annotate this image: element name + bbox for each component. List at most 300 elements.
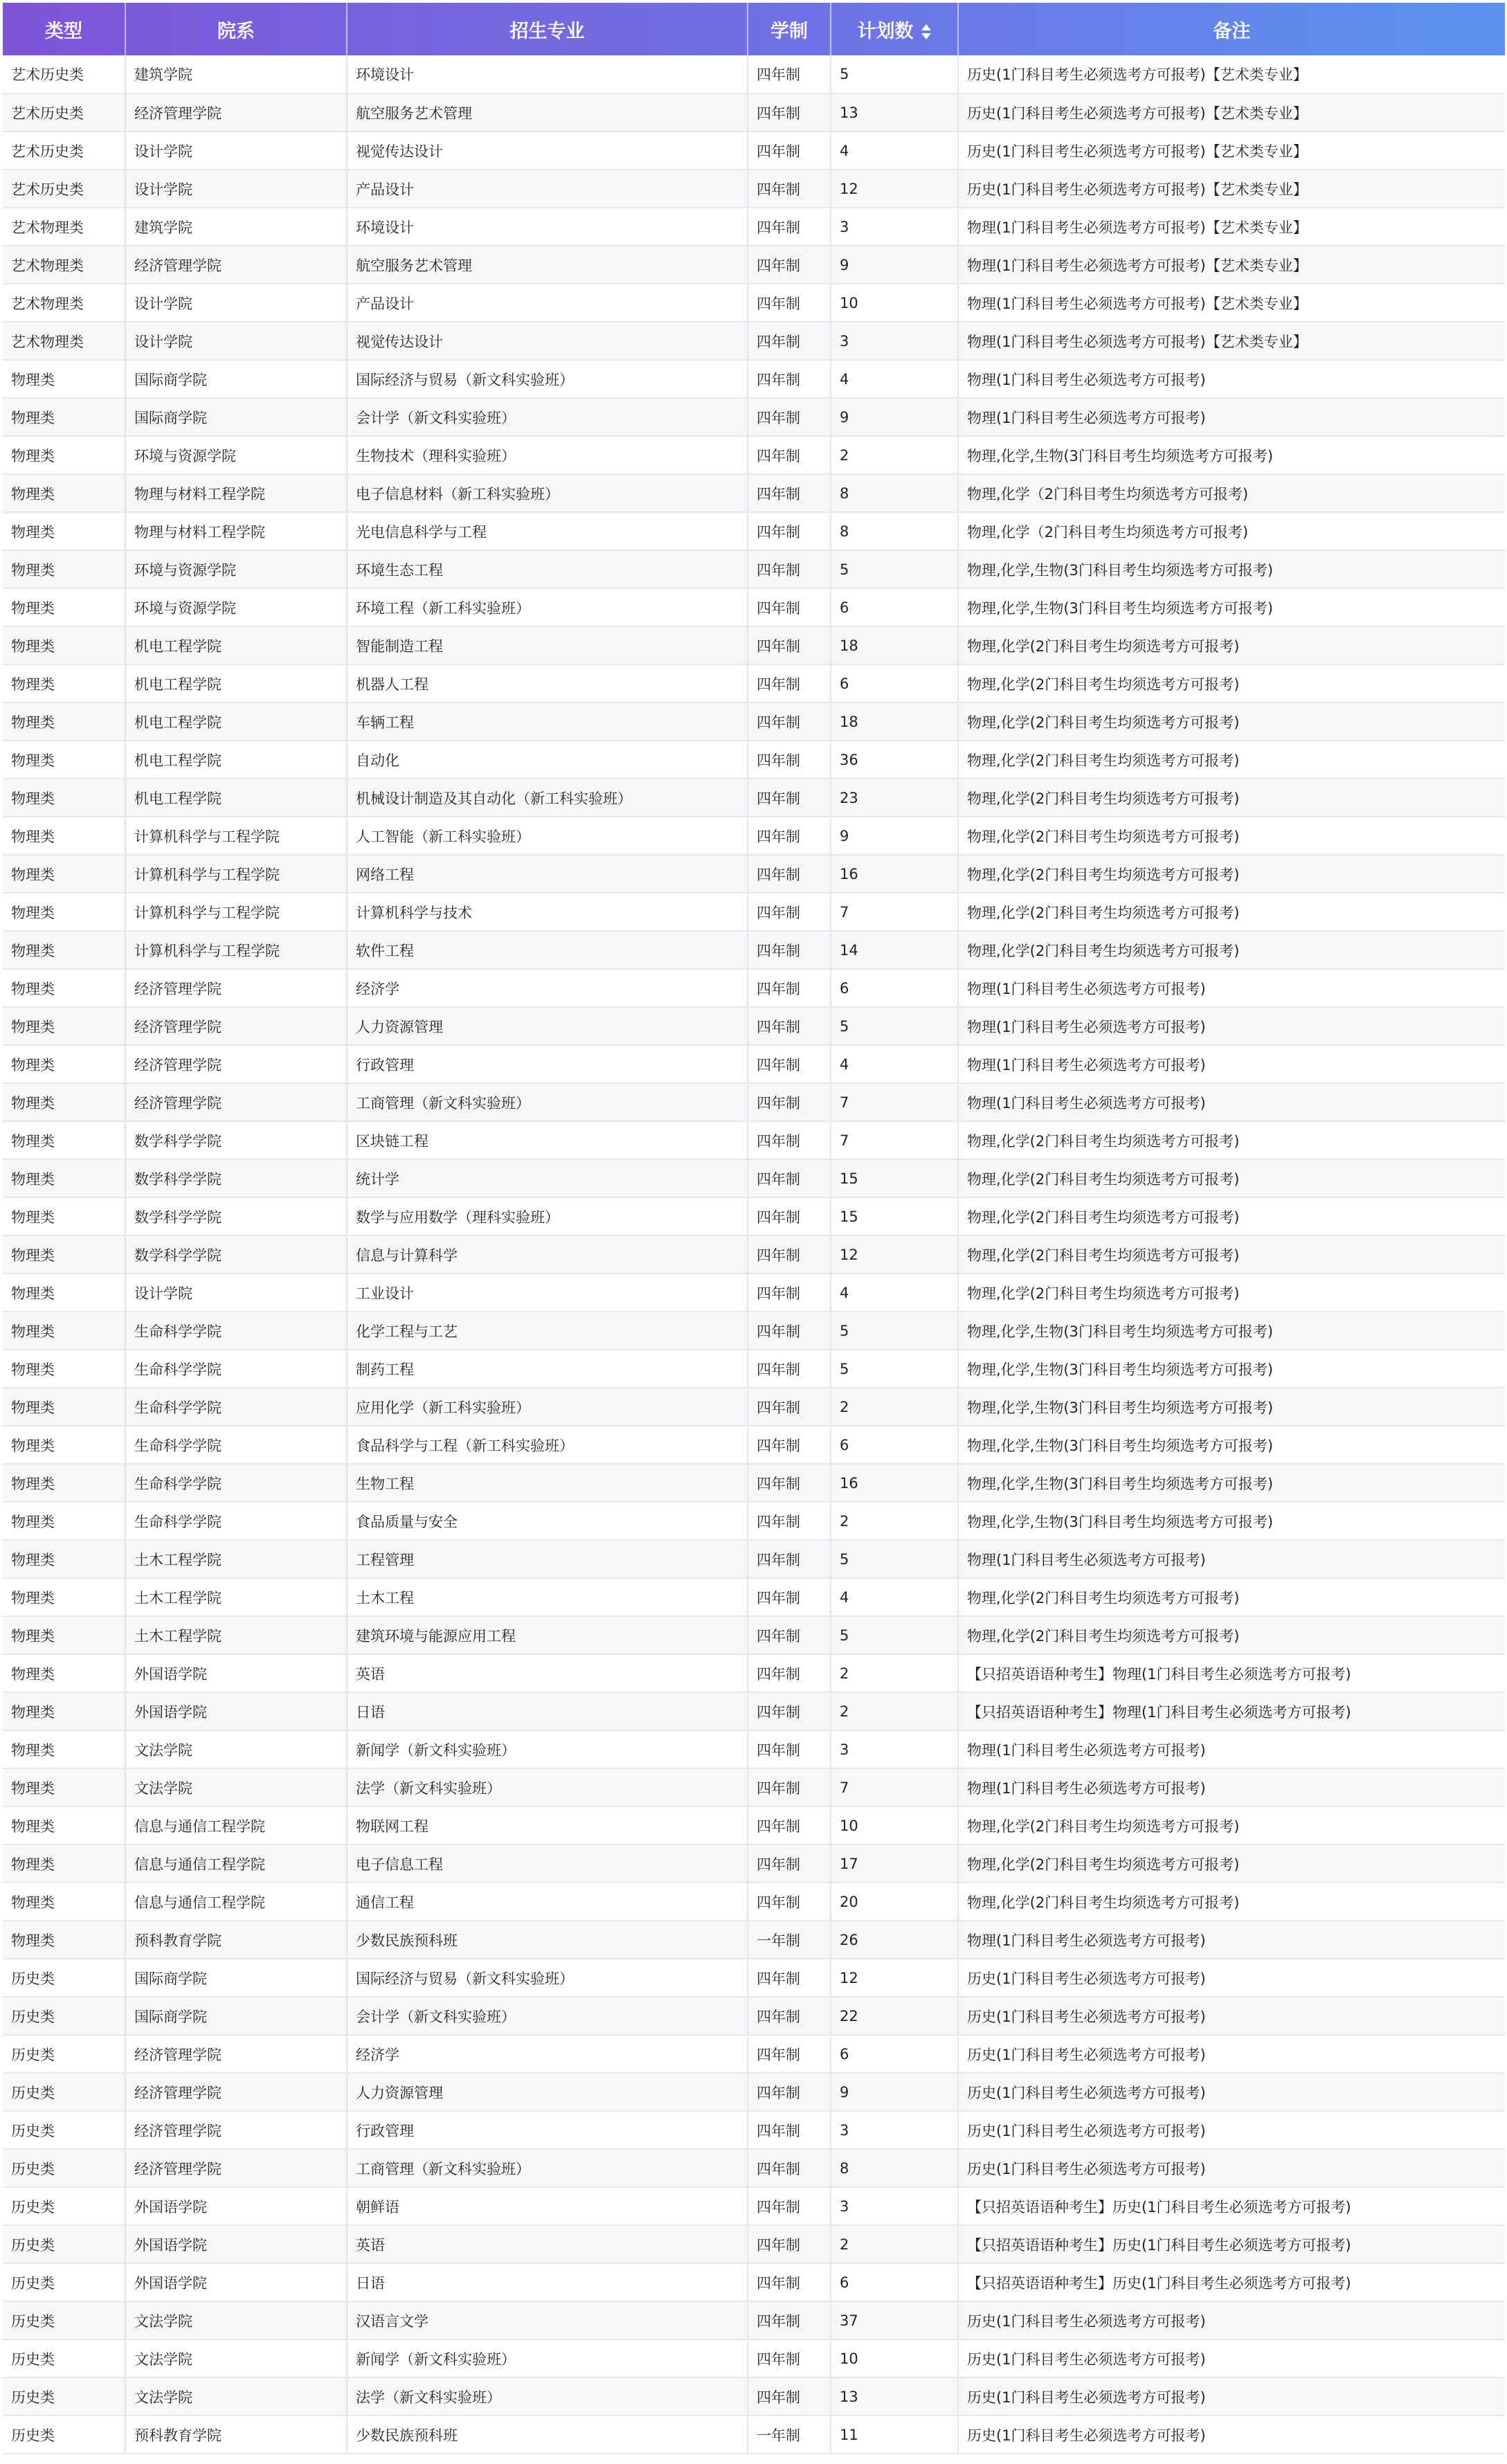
table-row bbox=[3, 2225, 1505, 2263]
cell-type: 历史类 bbox=[3, 2225, 125, 2263]
cell-duration: 四年制 bbox=[748, 1730, 831, 1768]
cell-major: 计算机科学与技术 bbox=[347, 893, 748, 931]
cell-college: 经济管理学院 bbox=[125, 2111, 347, 2149]
cell-type: 物理类 bbox=[3, 474, 125, 512]
cell-college: 国际商学院 bbox=[125, 1959, 347, 1997]
cell-type: 历史类 bbox=[3, 1959, 125, 1997]
cell-college: 机电工程学院 bbox=[125, 779, 347, 817]
cell-plan: 7 bbox=[831, 1768, 958, 1806]
cell-remark: 物理(1门科目考生必须选考方可报考) bbox=[958, 1045, 1505, 1083]
cell-plan: 2 bbox=[831, 1502, 958, 1540]
cell-type: 物理类 bbox=[3, 1159, 125, 1197]
cell-type: 物理类 bbox=[3, 1426, 125, 1464]
cell-plan: 16 bbox=[831, 855, 958, 893]
table-header-row bbox=[3, 3, 1505, 55]
cell-plan: 8 bbox=[831, 512, 958, 550]
cell-remark: 物理,化学（2门科目考生均须选考方可报考) bbox=[958, 474, 1505, 512]
cell-duration: 四年制 bbox=[748, 2263, 831, 2301]
cell-duration: 四年制 bbox=[748, 1540, 831, 1578]
cell-plan: 8 bbox=[831, 2149, 958, 2187]
table-row bbox=[3, 703, 1505, 741]
cell-type: 物理类 bbox=[3, 779, 125, 817]
cell-duration: 四年制 bbox=[748, 398, 831, 436]
cell-college: 生命科学学院 bbox=[125, 1464, 347, 1502]
table-row bbox=[3, 1274, 1505, 1312]
sort-icon[interactable] bbox=[921, 23, 932, 41]
table-row bbox=[3, 2187, 1505, 2225]
cell-major: 英语 bbox=[347, 1654, 748, 1692]
table-row bbox=[3, 969, 1505, 1007]
cell-plan: 12 bbox=[831, 1235, 958, 1274]
table-row bbox=[3, 626, 1505, 664]
cell-plan: 4 bbox=[831, 1578, 958, 1616]
cell-duration: 四年制 bbox=[748, 931, 831, 969]
table-row bbox=[3, 2416, 1505, 2454]
cell-college: 文法学院 bbox=[125, 2339, 347, 2377]
cell-plan: 4 bbox=[831, 132, 958, 170]
cell-type: 物理类 bbox=[3, 1540, 125, 1578]
cell-type: 历史类 bbox=[3, 2377, 125, 2416]
cell-type: 历史类 bbox=[3, 2111, 125, 2149]
cell-plan: 7 bbox=[831, 1121, 958, 1159]
cell-plan: 26 bbox=[831, 1921, 958, 1959]
table-row bbox=[3, 2263, 1505, 2301]
header-type: 类型 bbox=[3, 3, 125, 55]
table-row bbox=[3, 1312, 1505, 1350]
cell-college: 生命科学学院 bbox=[125, 1426, 347, 1464]
cell-college: 外国语学院 bbox=[125, 2187, 347, 2225]
cell-college: 数学科学学院 bbox=[125, 1197, 347, 1235]
cell-remark: 物理(1门科目考生必须选考方可报考) bbox=[958, 1730, 1505, 1768]
cell-duration: 四年制 bbox=[748, 170, 831, 208]
cell-college: 土木工程学院 bbox=[125, 1540, 347, 1578]
cell-major: 制药工程 bbox=[347, 1350, 748, 1388]
cell-remark: 历史(1门科目考生必须选考方可报考) bbox=[958, 2073, 1505, 2111]
cell-plan: 6 bbox=[831, 969, 958, 1007]
header-plan-sortable[interactable]: 计划数 bbox=[831, 3, 958, 55]
cell-type: 历史类 bbox=[3, 2339, 125, 2377]
cell-college: 国际商学院 bbox=[125, 398, 347, 436]
cell-type: 历史类 bbox=[3, 2035, 125, 2073]
header-duration: 学制 bbox=[748, 3, 831, 55]
cell-type: 物理类 bbox=[3, 512, 125, 550]
cell-remark: 物理,化学(2门科目考生均须选考方可报考) bbox=[958, 1883, 1505, 1921]
cell-type: 物理类 bbox=[3, 855, 125, 893]
cell-type: 物理类 bbox=[3, 817, 125, 855]
cell-plan: 22 bbox=[831, 1997, 958, 2035]
cell-major: 软件工程 bbox=[347, 931, 748, 969]
cell-plan: 2 bbox=[831, 2225, 958, 2263]
cell-duration: 四年制 bbox=[748, 855, 831, 893]
cell-remark: 物理,化学,生物(3门科目考生均须选考方可报考) bbox=[958, 1464, 1505, 1502]
table-row bbox=[3, 931, 1505, 969]
cell-duration: 四年制 bbox=[748, 1159, 831, 1197]
cell-major: 产品设计 bbox=[347, 284, 748, 322]
cell-plan: 16 bbox=[831, 1464, 958, 1502]
cell-major: 法学（新文科实验班） bbox=[347, 2377, 748, 2416]
cell-remark: 【只招英语语种考生】物理(1门科目考生必须选考方可报考) bbox=[958, 1692, 1505, 1730]
cell-duration: 四年制 bbox=[748, 512, 831, 550]
cell-remark: 历史(1门科目考生必须选考方可报考) bbox=[958, 2416, 1505, 2454]
cell-college: 生命科学学院 bbox=[125, 1350, 347, 1388]
cell-major: 人力资源管理 bbox=[347, 2073, 748, 2111]
cell-type: 历史类 bbox=[3, 2187, 125, 2225]
cell-duration: 四年制 bbox=[748, 550, 831, 588]
cell-college: 机电工程学院 bbox=[125, 664, 347, 703]
cell-type: 物理类 bbox=[3, 1464, 125, 1502]
table-row bbox=[3, 1464, 1505, 1502]
table-row bbox=[3, 246, 1505, 284]
cell-plan: 7 bbox=[831, 1083, 958, 1121]
table-row bbox=[3, 1540, 1505, 1578]
cell-duration: 四年制 bbox=[748, 1464, 831, 1502]
cell-duration: 四年制 bbox=[748, 2073, 831, 2111]
cell-remark: 物理,化学(2门科目考生均须选考方可报考) bbox=[958, 1121, 1505, 1159]
cell-major: 数学与应用数学（理科实验班） bbox=[347, 1197, 748, 1235]
cell-remark: 物理,化学（2门科目考生均须选考方可报考) bbox=[958, 512, 1505, 550]
table-row bbox=[3, 741, 1505, 779]
table-row bbox=[3, 1845, 1505, 1883]
cell-duration: 四年制 bbox=[748, 246, 831, 284]
cell-plan: 5 bbox=[831, 1540, 958, 1578]
table-row bbox=[3, 1616, 1505, 1654]
cell-type: 物理类 bbox=[3, 1235, 125, 1274]
cell-college: 计算机科学与工程学院 bbox=[125, 855, 347, 893]
cell-duration: 四年制 bbox=[748, 664, 831, 703]
table-row bbox=[3, 1654, 1505, 1692]
cell-duration: 四年制 bbox=[748, 1274, 831, 1312]
cell-duration: 四年制 bbox=[748, 360, 831, 398]
cell-major: 工商管理（新文科实验班） bbox=[347, 1083, 748, 1121]
cell-remark: 物理,化学,生物(3门科目考生均须选考方可报考) bbox=[958, 1426, 1505, 1464]
cell-college: 经济管理学院 bbox=[125, 1083, 347, 1121]
table-row bbox=[3, 1959, 1505, 1997]
cell-plan: 14 bbox=[831, 931, 958, 969]
cell-college: 预科教育学院 bbox=[125, 2416, 347, 2454]
cell-major: 英语 bbox=[347, 2225, 748, 2263]
cell-major: 化学工程与工艺 bbox=[347, 1312, 748, 1350]
cell-type: 物理类 bbox=[3, 1388, 125, 1426]
cell-remark: 物理(1门科目考生必须选考方可报考) bbox=[958, 1540, 1505, 1578]
cell-duration: 四年制 bbox=[748, 2301, 831, 2339]
admission-plan-table bbox=[3, 3, 1505, 2454]
cell-duration: 四年制 bbox=[748, 208, 831, 246]
cell-remark: 物理(1门科目考生必须选考方可报考) bbox=[958, 360, 1505, 398]
cell-college: 建筑学院 bbox=[125, 55, 347, 93]
cell-duration: 四年制 bbox=[748, 1845, 831, 1883]
cell-plan: 6 bbox=[831, 588, 958, 626]
cell-type: 物理类 bbox=[3, 550, 125, 588]
cell-remark: 物理,化学,生物(3门科目考生均须选考方可报考) bbox=[958, 436, 1505, 474]
cell-major: 环境生态工程 bbox=[347, 550, 748, 588]
cell-type: 物理类 bbox=[3, 1921, 125, 1959]
table-row bbox=[3, 2149, 1505, 2187]
cell-remark: 物理(1门科目考生必须选考方可报考) bbox=[958, 398, 1505, 436]
cell-major: 国际经济与贸易（新文科实验班） bbox=[347, 1959, 748, 1997]
cell-plan: 3 bbox=[831, 2187, 958, 2225]
cell-type: 物理类 bbox=[3, 664, 125, 703]
cell-type: 艺术物理类 bbox=[3, 208, 125, 246]
cell-major: 工业设计 bbox=[347, 1274, 748, 1312]
cell-major: 产品设计 bbox=[347, 170, 748, 208]
table-row bbox=[3, 2035, 1505, 2073]
cell-remark: 历史(1门科目考生必须选考方可报考) bbox=[958, 1959, 1505, 1997]
cell-remark: 物理,化学(2门科目考生均须选考方可报考) bbox=[958, 703, 1505, 741]
cell-type: 艺术物理类 bbox=[3, 322, 125, 360]
cell-type: 艺术物理类 bbox=[3, 284, 125, 322]
cell-plan: 3 bbox=[831, 1730, 958, 1768]
cell-type: 物理类 bbox=[3, 1845, 125, 1883]
table-row bbox=[3, 1045, 1505, 1083]
cell-duration: 一年制 bbox=[748, 1921, 831, 1959]
table-row bbox=[3, 512, 1505, 550]
cell-type: 物理类 bbox=[3, 436, 125, 474]
cell-college: 物理与材料工程学院 bbox=[125, 512, 347, 550]
cell-major: 工商管理（新文科实验班） bbox=[347, 2149, 748, 2187]
cell-duration: 四年制 bbox=[748, 1806, 831, 1845]
cell-remark: 物理,化学,生物(3门科目考生均须选考方可报考) bbox=[958, 1350, 1505, 1388]
cell-plan: 18 bbox=[831, 626, 958, 664]
cell-plan: 5 bbox=[831, 1007, 958, 1045]
cell-type: 物理类 bbox=[3, 1578, 125, 1616]
cell-duration: 四年制 bbox=[748, 1883, 831, 1921]
cell-type: 历史类 bbox=[3, 2301, 125, 2339]
cell-remark: 物理(1门科目考生必须选考方可报考) bbox=[958, 969, 1505, 1007]
table-body bbox=[3, 55, 1505, 2454]
table-row bbox=[3, 2377, 1505, 2416]
cell-plan: 9 bbox=[831, 2073, 958, 2111]
cell-plan: 36 bbox=[831, 741, 958, 779]
cell-college: 经济管理学院 bbox=[125, 93, 347, 132]
cell-plan: 2 bbox=[831, 436, 958, 474]
cell-plan: 2 bbox=[831, 1388, 958, 1426]
cell-remark: 历史(1门科目考生必须选考方可报考) bbox=[958, 2149, 1505, 2187]
cell-college: 信息与通信工程学院 bbox=[125, 1845, 347, 1883]
cell-major: 人力资源管理 bbox=[347, 1007, 748, 1045]
table-row bbox=[3, 1388, 1505, 1426]
admission-plan-table-container bbox=[3, 3, 1505, 2454]
cell-remark: 物理,化学(2门科目考生均须选考方可报考) bbox=[958, 664, 1505, 703]
table-row bbox=[3, 1921, 1505, 1959]
cell-type: 历史类 bbox=[3, 2149, 125, 2187]
cell-remark: 物理,化学(2门科目考生均须选考方可报考) bbox=[958, 1806, 1505, 1845]
cell-type: 物理类 bbox=[3, 626, 125, 664]
cell-plan: 9 bbox=[831, 398, 958, 436]
cell-plan: 17 bbox=[831, 1845, 958, 1883]
cell-duration: 四年制 bbox=[748, 2035, 831, 2073]
table-row bbox=[3, 1502, 1505, 1540]
cell-plan: 5 bbox=[831, 1350, 958, 1388]
cell-plan: 23 bbox=[831, 779, 958, 817]
cell-major: 会计学（新文科实验班） bbox=[347, 1997, 748, 2035]
cell-duration: 四年制 bbox=[748, 1197, 831, 1235]
cell-remark: 物理,化学(2门科目考生均须选考方可报考) bbox=[958, 1235, 1505, 1274]
cell-remark: 物理,化学(2门科目考生均须选考方可报考) bbox=[958, 1274, 1505, 1312]
cell-college: 环境与资源学院 bbox=[125, 550, 347, 588]
cell-duration: 四年制 bbox=[748, 2111, 831, 2149]
cell-remark: 物理(1门科目考生必须选考方可报考)【艺术类专业】 bbox=[958, 208, 1505, 246]
cell-type: 艺术历史类 bbox=[3, 132, 125, 170]
table-row bbox=[3, 2339, 1505, 2377]
table-row bbox=[3, 1426, 1505, 1464]
table-row bbox=[3, 360, 1505, 398]
cell-type: 物理类 bbox=[3, 1274, 125, 1312]
cell-remark: 物理,化学(2门科目考生均须选考方可报考) bbox=[958, 779, 1505, 817]
cell-plan: 3 bbox=[831, 208, 958, 246]
cell-duration: 四年制 bbox=[748, 474, 831, 512]
cell-duration: 四年制 bbox=[748, 2377, 831, 2416]
cell-major: 区块链工程 bbox=[347, 1121, 748, 1159]
cell-plan: 6 bbox=[831, 1426, 958, 1464]
cell-major: 日语 bbox=[347, 2263, 748, 2301]
table-row bbox=[3, 132, 1505, 170]
cell-type: 物理类 bbox=[3, 741, 125, 779]
table-row bbox=[3, 1997, 1505, 2035]
cell-remark: 物理,化学,生物(3门科目考生均须选考方可报考) bbox=[958, 1388, 1505, 1426]
cell-plan: 5 bbox=[831, 1312, 958, 1350]
cell-plan: 3 bbox=[831, 2111, 958, 2149]
cell-college: 国际商学院 bbox=[125, 360, 347, 398]
cell-college: 设计学院 bbox=[125, 284, 347, 322]
cell-major: 电子信息工程 bbox=[347, 1845, 748, 1883]
cell-college: 计算机科学与工程学院 bbox=[125, 893, 347, 931]
cell-remark: 物理,化学(2门科目考生均须选考方可报考) bbox=[958, 1159, 1505, 1197]
cell-type: 物理类 bbox=[3, 360, 125, 398]
cell-major: 环境设计 bbox=[347, 208, 748, 246]
table-row bbox=[3, 1159, 1505, 1197]
cell-college: 数学科学学院 bbox=[125, 1121, 347, 1159]
cell-duration: 四年制 bbox=[748, 741, 831, 779]
cell-major: 生物工程 bbox=[347, 1464, 748, 1502]
table-row bbox=[3, 1197, 1505, 1235]
cell-plan: 12 bbox=[831, 1959, 958, 1997]
cell-type: 物理类 bbox=[3, 1768, 125, 1806]
cell-remark: 物理,化学(2门科目考生均须选考方可报考) bbox=[958, 893, 1505, 931]
cell-college: 设计学院 bbox=[125, 1274, 347, 1312]
cell-major: 视觉传达设计 bbox=[347, 322, 748, 360]
table-row bbox=[3, 1121, 1505, 1159]
cell-major: 智能制造工程 bbox=[347, 626, 748, 664]
cell-duration: 四年制 bbox=[748, 1654, 831, 1692]
cell-remark: 历史(1门科目考生必须选考方可报考) bbox=[958, 2035, 1505, 2073]
cell-duration: 四年制 bbox=[748, 1235, 831, 1274]
cell-major: 生物技术（理科实验班） bbox=[347, 436, 748, 474]
cell-major: 法学（新文科实验班） bbox=[347, 1768, 748, 1806]
cell-duration: 四年制 bbox=[748, 893, 831, 931]
cell-plan: 6 bbox=[831, 664, 958, 703]
cell-major: 行政管理 bbox=[347, 2111, 748, 2149]
cell-college: 信息与通信工程学院 bbox=[125, 1806, 347, 1845]
cell-remark: 物理(1门科目考生必须选考方可报考) bbox=[958, 1921, 1505, 1959]
cell-college: 生命科学学院 bbox=[125, 1388, 347, 1426]
cell-college: 设计学院 bbox=[125, 322, 347, 360]
cell-remark: 物理(1门科目考生必须选考方可报考)【艺术类专业】 bbox=[958, 246, 1505, 284]
cell-major: 经济学 bbox=[347, 2035, 748, 2073]
cell-college: 预科教育学院 bbox=[125, 1921, 347, 1959]
table-row bbox=[3, 1768, 1505, 1806]
cell-remark: 物理(1门科目考生必须选考方可报考)【艺术类专业】 bbox=[958, 284, 1505, 322]
cell-duration: 四年制 bbox=[748, 284, 831, 322]
cell-major: 应用化学（新工科实验班） bbox=[347, 1388, 748, 1426]
cell-major: 经济学 bbox=[347, 969, 748, 1007]
cell-major: 网络工程 bbox=[347, 855, 748, 893]
table-row bbox=[3, 2111, 1505, 2149]
cell-duration: 四年制 bbox=[748, 2339, 831, 2377]
table-row bbox=[3, 55, 1505, 93]
cell-plan: 6 bbox=[831, 2263, 958, 2301]
cell-major: 航空服务艺术管理 bbox=[347, 246, 748, 284]
cell-major: 环境工程（新工科实验班） bbox=[347, 588, 748, 626]
cell-major: 航空服务艺术管理 bbox=[347, 93, 748, 132]
table-row bbox=[3, 1883, 1505, 1921]
cell-college: 土木工程学院 bbox=[125, 1578, 347, 1616]
cell-duration: 四年制 bbox=[748, 626, 831, 664]
cell-remark: 【只招英语语种考生】历史(1门科目考生必须选考方可报考) bbox=[958, 2263, 1505, 2301]
table-row bbox=[3, 1806, 1505, 1845]
cell-duration: 四年制 bbox=[748, 55, 831, 93]
cell-remark: 物理(1门科目考生必须选考方可报考)【艺术类专业】 bbox=[958, 322, 1505, 360]
cell-remark: 物理,化学,生物(3门科目考生均须选考方可报考) bbox=[958, 1312, 1505, 1350]
header-college: 院系 bbox=[125, 3, 347, 55]
table-row bbox=[3, 1083, 1505, 1121]
cell-college: 信息与通信工程学院 bbox=[125, 1883, 347, 1921]
cell-type: 历史类 bbox=[3, 2073, 125, 2111]
cell-remark: 物理,化学(2门科目考生均须选考方可报考) bbox=[958, 741, 1505, 779]
cell-major: 工程管理 bbox=[347, 1540, 748, 1578]
table-row bbox=[3, 1730, 1505, 1768]
cell-major: 少数民族预科班 bbox=[347, 2416, 748, 2454]
table-row bbox=[3, 664, 1505, 703]
cell-duration: 四年制 bbox=[748, 779, 831, 817]
cell-college: 外国语学院 bbox=[125, 1654, 347, 1692]
cell-college: 经济管理学院 bbox=[125, 1007, 347, 1045]
cell-major: 食品质量与安全 bbox=[347, 1502, 748, 1540]
cell-remark: 历史(1门科目考生必须选考方可报考)【艺术类专业】 bbox=[958, 93, 1505, 132]
cell-college: 设计学院 bbox=[125, 170, 347, 208]
cell-college: 机电工程学院 bbox=[125, 703, 347, 741]
cell-duration: 四年制 bbox=[748, 1045, 831, 1083]
table-row bbox=[3, 474, 1505, 512]
cell-type: 历史类 bbox=[3, 2263, 125, 2301]
cell-remark: 物理(1门科目考生必须选考方可报考) bbox=[958, 1007, 1505, 1045]
cell-type: 物理类 bbox=[3, 969, 125, 1007]
cell-remark: 物理,化学(2门科目考生均须选考方可报考) bbox=[958, 855, 1505, 893]
cell-type: 物理类 bbox=[3, 1502, 125, 1540]
cell-college: 文法学院 bbox=[125, 2377, 347, 2416]
cell-type: 物理类 bbox=[3, 1654, 125, 1692]
table-row bbox=[3, 779, 1505, 817]
cell-duration: 四年制 bbox=[748, 1692, 831, 1730]
cell-duration: 四年制 bbox=[748, 436, 831, 474]
table-row bbox=[3, 1578, 1505, 1616]
cell-college: 计算机科学与工程学院 bbox=[125, 931, 347, 969]
cell-duration: 四年制 bbox=[748, 1121, 831, 1159]
cell-duration: 四年制 bbox=[748, 703, 831, 741]
cell-plan: 13 bbox=[831, 2377, 958, 2416]
cell-duration: 四年制 bbox=[748, 1388, 831, 1426]
cell-remark: 历史(1门科目考生必须选考方可报考) bbox=[958, 1997, 1505, 2035]
cell-duration: 四年制 bbox=[748, 1312, 831, 1350]
table-row bbox=[3, 1235, 1505, 1274]
cell-duration: 四年制 bbox=[748, 1959, 831, 1997]
cell-college: 外国语学院 bbox=[125, 1692, 347, 1730]
cell-duration: 四年制 bbox=[748, 1997, 831, 2035]
cell-duration: 四年制 bbox=[748, 1350, 831, 1388]
cell-plan: 10 bbox=[831, 284, 958, 322]
table-row bbox=[3, 588, 1505, 626]
table-row bbox=[3, 855, 1505, 893]
cell-major: 机械设计制造及其自动化（新工科实验班） bbox=[347, 779, 748, 817]
